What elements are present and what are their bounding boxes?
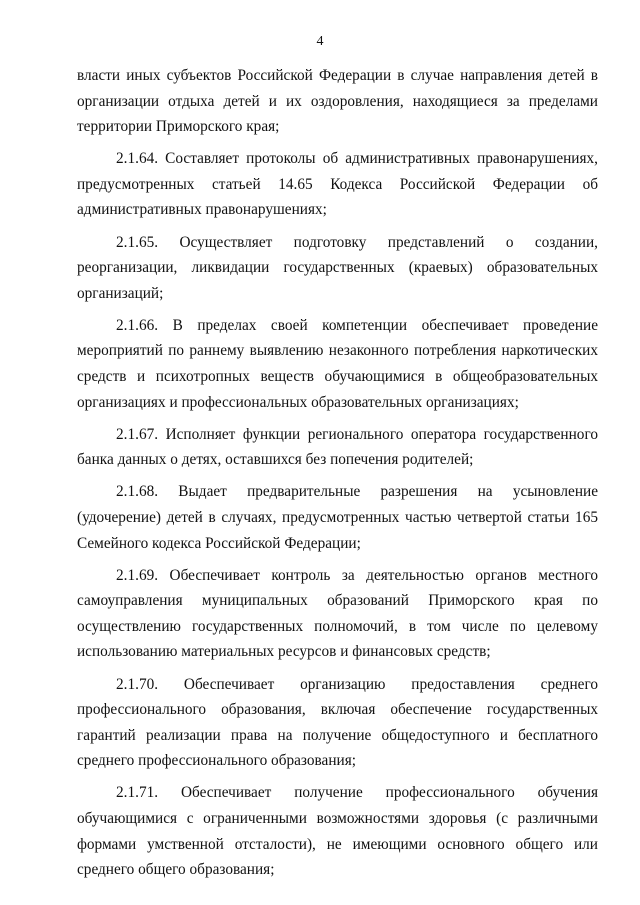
- paragraph-2-1-71: 2.1.71. Обеспечивает получение профессионального обучения обучающимися с ограниченными возможностями здоровья (с различными формами умственной отсталости), не имеющими основного общего или среднего общего образования;: [77, 784, 598, 879]
- paragraph-2-1-65: 2.1.65. Осуществляет подготовку представлений о создании, реорганизации, ликвидации государственных (краевых) образовательных организаций;: [77, 233, 598, 302]
- document-body: [77, 63, 598, 889]
- paragraph-2-1-67: 2.1.67. Исполняет функции регионального оператора государственного банка данных о детях, оставшихся без попечения родителей;: [77, 425, 598, 469]
- paragraph-2-1-64: 2.1.64. Составляет протоколы об административных правонарушениях, предусмотренных статьей 14.65 Кодекса Российской Федерации об административных правонарушениях;: [77, 150, 598, 219]
- paragraph-continuation: власти иных субъектов Российской Федерации в случае направления детей в организации отдыха детей и их оздоровления, находящиеся за пределами территории Приморского края;: [77, 67, 598, 136]
- paragraph-2-1-70: 2.1.70. Обеспечивает организацию предоставления среднего профессионального образования, включая обеспечение государственных гарантий реализации права на получение общедоступного и бесплатного среднего профессионального образования;: [77, 675, 598, 770]
- paragraph-2-1-69: 2.1.69. Обеспечивает контроль за деятельностью органов местного самоуправления муниципальных образований Приморского края по осуществлению государственных полномочий, в том числе по целевому использованию материальных ресурсов и финансовых средств;: [77, 566, 598, 661]
- paragraph-2-1-68: 2.1.68. Выдает предварительные разрешения на усыновление (удочерение) детей в случаях, предусмотренных частью четвертой статьи 165 Семейного кодекса Российской Федерации;: [77, 483, 598, 552]
- page-number: 4: [316, 34, 324, 49]
- paragraph-2-1-66: 2.1.66. В пределах своей компетенции обеспечивает проведение мероприятий по раннему выявлению незаконного потребления наркотических средств и психотропных веществ обучающимися в общеобразовательных организациях и профессиональных образовательных организациях;: [77, 316, 598, 411]
